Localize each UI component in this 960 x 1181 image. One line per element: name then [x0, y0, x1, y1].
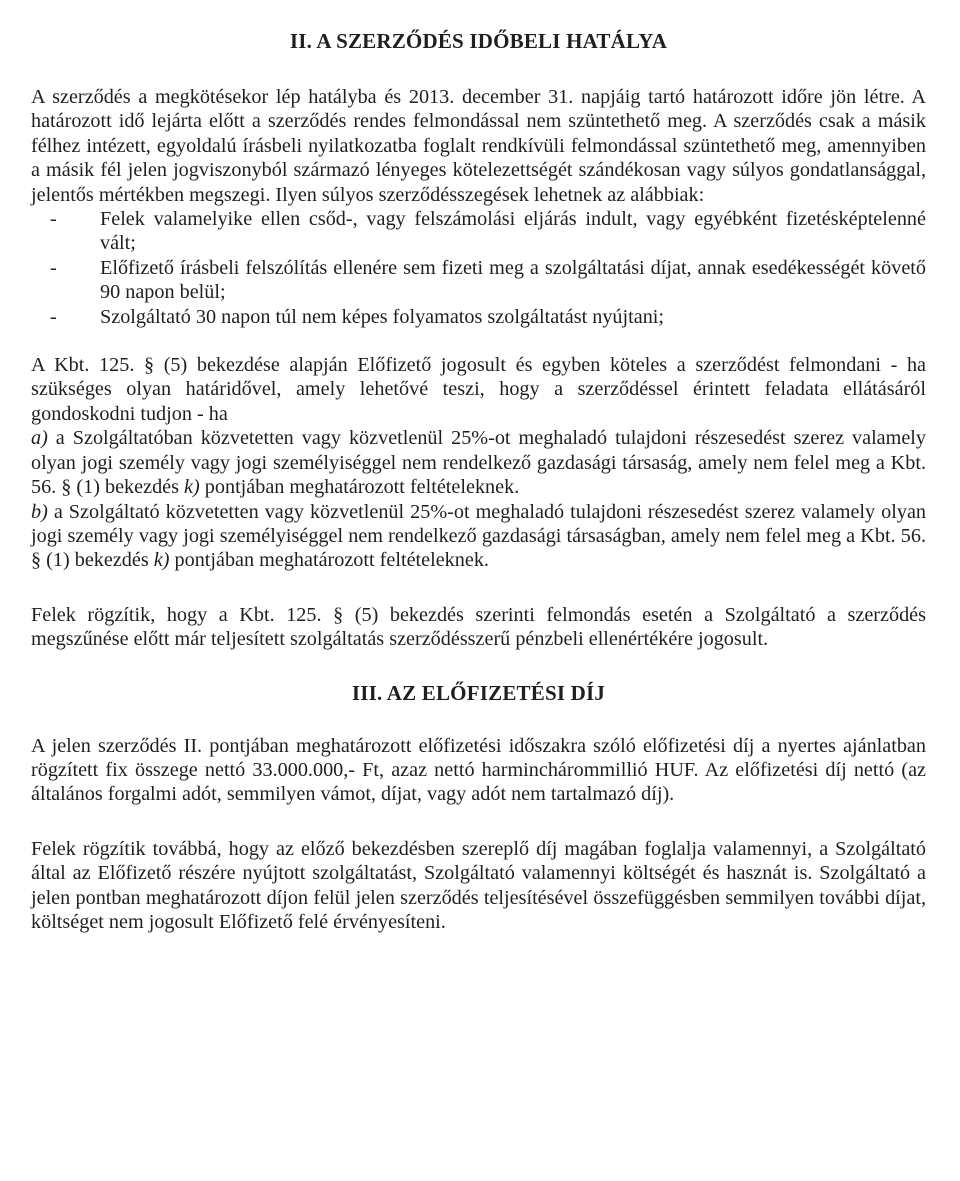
clause-a-text-1: a Szolgáltatóban közvetetten vagy közvetlenül 25%-ot meghaladó tulajdoni részesedést szerez valamely olyan jogi személy vagy jogi személyiséggel nem rendelkező gazdasági társaság, amely nem felel meg a Kbt. 56. § (1) bekezdés — [31, 427, 926, 499]
section-3-paragraph-1: A jelen szerződés II. pontjában meghatározott előfizetési időszakra szóló előfizetési díj a nyertes ajánlatban rögzített fix összege nettó 33.000.000,- Ft, azaz nettó harminchárommillió HUF. Az előfizetési díj nettó (az általános forgalmi adót, semmilyen vámot, díjat, vagy adót nem tartalmazó díj). — [31, 734, 926, 806]
clause-a-k: k) — [184, 476, 200, 499]
section-2-paragraph-2: A Kbt. 125. § (5) bekezdése alapján Előfizető jogosult és egyben köteles a szerződést felmondani - ha szükséges olyan határidővel, amely lehetővé teszi, hogy a szerződéssel érintett feladata ellátásáról gondoskodni tudjon - ha — [31, 354, 926, 425]
clause-b-label: b) — [31, 500, 48, 523]
section-2-title: II. A SZERZŐDÉS IDŐBELI HATÁLYA — [289, 29, 668, 53]
section-3-title: III. AZ ELŐFIZETÉSI DÍJ — [351, 680, 606, 705]
breach-list-item: - Szolgáltató 30 napon túl nem képes folyamatos szolgáltatást nyújtani; — [31, 305, 926, 329]
clause-a-label: a) — [31, 427, 48, 450]
clause-a — [31, 426, 926, 499]
clause-b-text-1: a Szolgáltató közvetetten vagy közvetlenül 25%-ot meghaladó tulajdoni részesedést szerez valamely olyan jogi személy vagy jogi személyiséggel nem rendelkező gazdasági társaságban, amely nem felel meg a Kbt. 56. § (1) bekezdés — [31, 500, 926, 572]
breach-list-item: - Felek valamelyike ellen csőd-, vagy felszámolási eljárás indult, vagy egyébként fizetésképtelenné vált; — [31, 207, 926, 256]
clause-b-k: k) — [153, 549, 170, 572]
section-2-paragraph-1: A szerződés a megkötésekor lép hatályba és 2013. december 31. napjáig tartó határozott időre jön létre. A határozott idő lejárta előtt a szerződés rendes felmondással nem szüntethető meg. A szerződés csak a másik félhez intézett, egyoldalú írásbeli nyilatkozatba foglalt rendkívüli felmondással szüntethető meg, amennyiben a másik fél jelen jogviszonyból származó lényeges kötelezettségét szándékosan vagy súlyos gondatlansággal, jelentős mértékben megszegi. Ilyen súlyos szerződésszegések lehetnek az alábbiak: — [31, 86, 926, 206]
section-2-paragraph-3: Felek rögzítik, hogy a Kbt. 125. § (5) bekezdés szerinti felmondás esetén a Szolgáltató a szerződés megszűnése előtt már teljesített szolgáltatás szerződésszerű pénzbeli ellenértékére jogosult. — [31, 603, 926, 651]
clause-b-text-2: pontjában meghatározott feltételeknek. — [169, 549, 489, 572]
breach-list-item: - Előfizető írásbeli felszólítás ellenére sem fizeti meg a szolgáltatási díjat, annak esedékességét követő 90 napon belül; — [31, 256, 926, 305]
section-3-paragraph-2: Felek rögzítik továbbá, hogy az előző bekezdésben szereplő díj magában foglalja valamennyi, a Szolgáltató által az Előfizető részére nyújtott szolgáltatást, Szolgáltató valamennyi költségét és hasznát is. Szolgáltató a jelen pontban meghatározott díjon felül jelen szerződés teljesítésével összefüggésben semmilyen további díjat, költséget nem jogosult Előfizető felé érvényesíteni. — [31, 837, 926, 933]
breach-list — [31, 207, 926, 329]
clause-b — [31, 500, 926, 573]
clause-a-text-2: pontjában meghatározott feltételeknek. — [199, 476, 520, 499]
